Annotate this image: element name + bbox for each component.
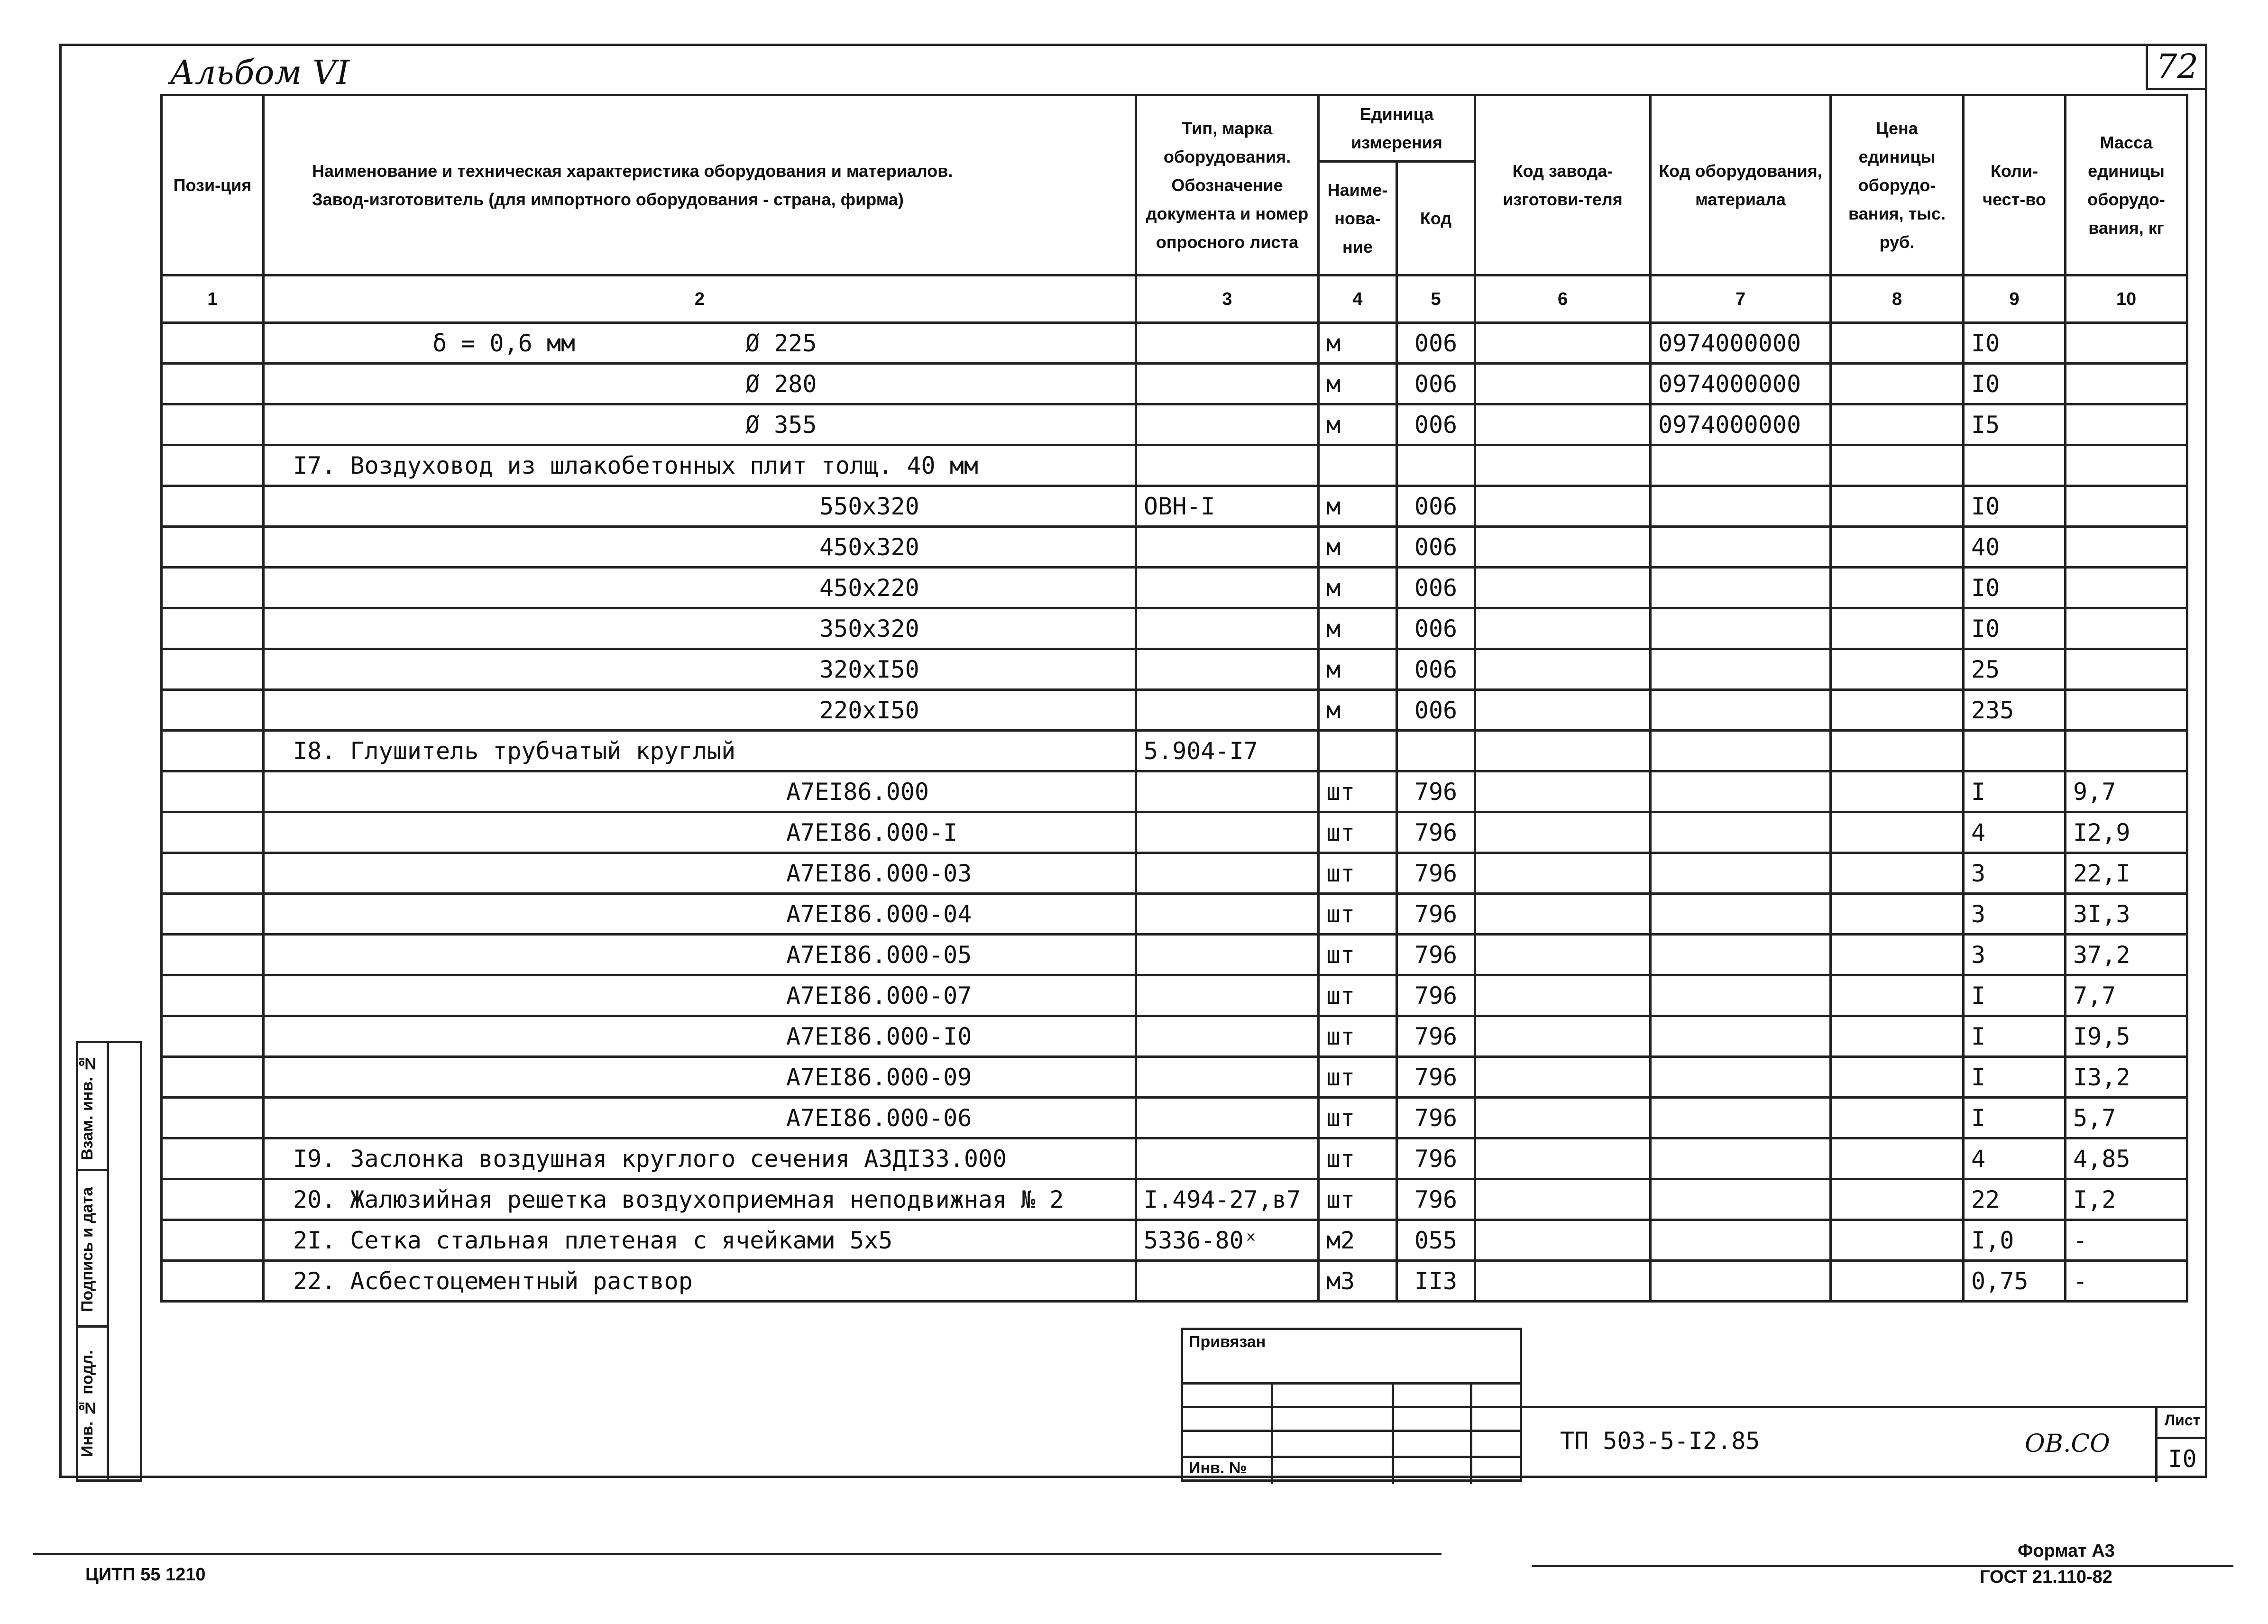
item-equipment-code: [1651, 1057, 1831, 1098]
item-mass: -: [2066, 1220, 2187, 1261]
item-equipment-code: 0974000000: [1651, 364, 1831, 404]
item-unit-code: 006: [1397, 404, 1475, 445]
item-unit: [1319, 731, 1397, 771]
item-unit-code: 796: [1397, 1179, 1475, 1220]
item-mass: [2066, 649, 2187, 690]
item-unit: шт: [1319, 975, 1397, 1016]
item-quantity: 3: [1964, 935, 2066, 975]
item-unit-code: 006: [1397, 649, 1475, 690]
item-unit: м: [1319, 690, 1397, 731]
column-number: 9: [1964, 275, 2066, 323]
item-unit-code: 055: [1397, 1220, 1475, 1261]
item-equipment-code: [1651, 975, 1831, 1016]
document-code: ОВ.СО: [2025, 1430, 2110, 1458]
table-row: [162, 771, 2187, 812]
item-name: [264, 323, 1136, 364]
item-mass: [2066, 445, 2187, 486]
item-mass: [2066, 731, 2187, 771]
column-number-row: [162, 275, 2187, 323]
item-quantity: 22: [1964, 1179, 2066, 1220]
item-type: 5.904-I7: [1136, 731, 1319, 771]
column-number: 4: [1319, 275, 1397, 323]
table-row: [162, 1057, 2187, 1098]
item-size: А7ЕI86.000-07: [264, 975, 1136, 1016]
column-number: 3: [1136, 275, 1319, 323]
sidebar-divider: [107, 1043, 109, 1479]
sidebar-podpis-label: Подпись и дата: [78, 1187, 96, 1312]
footer-print-code: ЦИТП 55 1210: [85, 1565, 206, 1585]
item-equipment-code: [1651, 1220, 1831, 1261]
stamp-line: [1183, 1382, 1520, 1385]
table-row: [162, 1138, 2187, 1179]
header-equipment-code: Код оборудования, материала: [1651, 95, 1831, 275]
header-price: Цена единицы оборудо-вания, тыс. руб.: [1831, 95, 1964, 275]
header-type: Тип, марка оборудования. Обозначение документа и номер опросного листа: [1136, 95, 1319, 275]
item-heading: 22. Асбестоцементный раствор: [264, 1261, 1136, 1302]
sheet-number: 72: [2146, 45, 2206, 90]
table-row: [162, 1016, 2187, 1057]
item-type: [1136, 935, 1319, 975]
item-size: А7ЕI86.000-03: [264, 853, 1136, 894]
column-number: 2: [264, 275, 1136, 323]
inv-no-label: Инв. №: [1189, 1459, 1247, 1477]
item-unit: шт: [1319, 894, 1397, 935]
sidebar-stamp: [76, 1041, 142, 1482]
footer-format: Формат А3: [2018, 1541, 2115, 1561]
item-name: [264, 404, 1136, 445]
item-type: [1136, 445, 1319, 486]
footer-gost: ГОСТ 21.110-82: [1980, 1567, 2112, 1587]
table-row: [162, 608, 2187, 649]
column-number: 6: [1475, 275, 1651, 323]
item-unit-code: 006: [1397, 323, 1475, 364]
item-type: [1136, 853, 1319, 894]
document-designation: ТП 503-5-I2.85: [1560, 1427, 1760, 1455]
list-box: [2155, 1406, 2207, 1482]
column-number: 1: [162, 275, 264, 323]
table-row: [162, 1098, 2187, 1138]
item-size: 350xЗ20: [264, 608, 1136, 649]
item-quantity: I0: [1964, 568, 2066, 608]
item-type: [1136, 364, 1319, 404]
item-quantity: 25: [1964, 649, 2066, 690]
table-row: [162, 364, 2187, 404]
title-block-line: [1522, 1406, 2207, 1408]
item-mass: 7,7: [2066, 975, 2187, 1016]
item-equipment-code: [1651, 1138, 1831, 1179]
item-size: 220xI50: [264, 690, 1136, 731]
table-row: [162, 690, 2187, 731]
item-heading: I7. Воздуховод из шлакобетонных плит толщ. 40 мм: [264, 445, 1136, 486]
item-equipment-code: [1651, 812, 1831, 853]
item-unit-code: 006: [1397, 486, 1475, 527]
item-unit: шт: [1319, 812, 1397, 853]
item-unit-code: 796: [1397, 853, 1475, 894]
table-row: [162, 894, 2187, 935]
item-size: З20xI50: [264, 649, 1136, 690]
item-unit-code: 796: [1397, 894, 1475, 935]
item-mass: 37,2: [2066, 935, 2187, 975]
item-unit-code: 006: [1397, 690, 1475, 731]
item-unit: м: [1319, 527, 1397, 568]
table-row: [162, 527, 2187, 568]
table-row: [162, 404, 2187, 445]
item-unit: м: [1319, 649, 1397, 690]
item-unit: шт: [1319, 771, 1397, 812]
item-quantity: 235: [1964, 690, 2066, 731]
table-row: [162, 445, 2187, 486]
header-unit-name: Наиме-нова-ние: [1319, 162, 1397, 275]
item-unit: м: [1319, 404, 1397, 445]
item-type: [1136, 568, 1319, 608]
item-size: 450xЗ20: [264, 527, 1136, 568]
item-mass: [2066, 568, 2187, 608]
item-quantity: I: [1964, 1057, 2066, 1098]
item-mass: 9,7: [2066, 771, 2187, 812]
item-quantity: I0: [1964, 486, 2066, 527]
item-quantity: I0: [1964, 323, 2066, 364]
item-type: [1136, 975, 1319, 1016]
item-equipment-code: [1651, 1261, 1831, 1302]
item-quantity: [1964, 445, 2066, 486]
item-equipment-code: [1651, 894, 1831, 935]
item-size: 450x220: [264, 568, 1136, 608]
item-equipment-code: [1651, 690, 1831, 731]
table-row: [162, 1179, 2187, 1220]
item-quantity: I,0: [1964, 1220, 2066, 1261]
item-quantity: I0: [1964, 608, 2066, 649]
item-diameter: Ø 225: [745, 329, 817, 357]
item-size: А7ЕI86.000-04: [264, 894, 1136, 935]
header-quantity: Коли-чест-во: [1964, 95, 2066, 275]
list-label: Лист: [2158, 1406, 2207, 1439]
item-mass: 22,I: [2066, 853, 2187, 894]
item-quantity: 40: [1964, 527, 2066, 568]
item-quantity: I: [1964, 975, 2066, 1016]
header-position: Пози-ция: [162, 95, 264, 275]
item-heading: I8. Глушитель трубчатый круглый: [264, 731, 1136, 771]
table-row: [162, 935, 2187, 975]
column-number: 7: [1651, 275, 1831, 323]
item-size: А7ЕI86.000-09: [264, 1057, 1136, 1098]
item-mass: 5,7: [2066, 1098, 2187, 1138]
item-type: [1136, 323, 1319, 364]
item-equipment-code: [1651, 731, 1831, 771]
item-type: [1136, 1261, 1319, 1302]
item-type: [1136, 608, 1319, 649]
item-type: [1136, 649, 1319, 690]
stamp-line: [1392, 1385, 1394, 1484]
specification-table: [160, 94, 2188, 1303]
table-row: [162, 853, 2187, 894]
item-mass: [2066, 486, 2187, 527]
table-row: [162, 975, 2187, 1016]
item-quantity: I0: [1964, 364, 2066, 404]
item-type: [1136, 527, 1319, 568]
item-size: А7ЕI86.000-I0: [264, 1016, 1136, 1057]
footer-line-right: [1532, 1565, 2233, 1567]
item-type: [1136, 1016, 1319, 1057]
item-mass: [2066, 323, 2187, 364]
item-unit: шт: [1319, 1057, 1397, 1098]
item-unit: шт: [1319, 853, 1397, 894]
item-unit-code: 006: [1397, 608, 1475, 649]
stamp-line: [1183, 1430, 1520, 1432]
header-unit-group: Единица измерения: [1319, 95, 1475, 162]
sidebar-vzam-label: Взам. инв. №: [78, 1054, 96, 1160]
item-unit-code: [1397, 731, 1475, 771]
item-equipment-code: [1651, 1098, 1831, 1138]
item-quantity: I5: [1964, 404, 2066, 445]
item-unit: м: [1319, 486, 1397, 527]
column-number: 5: [1397, 275, 1475, 323]
item-type: 5336-80ˣ: [1136, 1220, 1319, 1261]
header-row: [162, 95, 2187, 162]
header-mass: Масса единицы оборудо-вания, кг: [2066, 95, 2187, 275]
item-unit: м3: [1319, 1261, 1397, 1302]
item-quantity: 4: [1964, 1138, 2066, 1179]
item-mass: I9,5: [2066, 1016, 2187, 1057]
item-unit-code: 796: [1397, 975, 1475, 1016]
item-quantity: 3: [1964, 853, 2066, 894]
item-name: [264, 364, 1136, 404]
item-unit-code: 006: [1397, 568, 1475, 608]
binding-stamp: [1181, 1328, 1522, 1482]
item-unit-code: 796: [1397, 1057, 1475, 1098]
item-equipment-code: [1651, 445, 1831, 486]
item-equipment-code: [1651, 568, 1831, 608]
item-equipment-code: 0974000000: [1651, 323, 1831, 364]
item-unit: м2: [1319, 1220, 1397, 1261]
list-number: I0: [2168, 1445, 2197, 1473]
item-unit: шт: [1319, 935, 1397, 975]
sidebar-inv-label: Инв. № подл.: [78, 1350, 96, 1457]
item-type: [1136, 690, 1319, 731]
item-type: ОВН-I: [1136, 486, 1319, 527]
item-type: [1136, 812, 1319, 853]
item-type: [1136, 771, 1319, 812]
item-diameter: Ø 280: [745, 370, 817, 398]
item-equipment-code: 0974000000: [1651, 404, 1831, 445]
item-size: А7ЕI86.000-06: [264, 1098, 1136, 1138]
item-type: [1136, 1098, 1319, 1138]
item-quantity: 3: [1964, 894, 2066, 935]
item-mass: [2066, 404, 2187, 445]
item-equipment-code: [1651, 608, 1831, 649]
item-type: I.494-27,в7: [1136, 1179, 1319, 1220]
item-unit: шт: [1319, 1098, 1397, 1138]
item-quantity: I: [1964, 771, 2066, 812]
item-quantity: I: [1964, 1098, 2066, 1138]
item-equipment-code: [1651, 1179, 1831, 1220]
item-unit-code: 006: [1397, 364, 1475, 404]
item-mass: I,2: [2066, 1179, 2187, 1220]
header-name-line1: Наименование и техническая характеристика оборудования и материалов.: [312, 161, 953, 181]
item-quantity: 0,75: [1964, 1261, 2066, 1302]
item-unit-code: 796: [1397, 1138, 1475, 1179]
item-equipment-code: [1651, 649, 1831, 690]
header-name-line2: Завод-изготовитель (для импортного оборудования - страна, фирма): [312, 189, 904, 209]
stamp-line: [1183, 1456, 1520, 1458]
item-unit-code: [1397, 445, 1475, 486]
footer-line-left: [33, 1553, 1442, 1555]
table-row: [162, 731, 2187, 771]
item-size: А7ЕI86.000-I: [264, 812, 1136, 853]
stamp-line: [1183, 1406, 1520, 1408]
item-size: А7ЕI86.000: [264, 771, 1136, 812]
item-mass: 4,85: [2066, 1138, 2187, 1179]
column-number: 10: [2066, 275, 2187, 323]
item-equipment-code: [1651, 853, 1831, 894]
item-type: [1136, 1057, 1319, 1098]
item-size: 550xЗ20: [264, 486, 1136, 527]
header-factory-code: Код завода-изготови-теля: [1475, 95, 1651, 275]
table-row: [162, 812, 2187, 853]
table-row: [162, 568, 2187, 608]
item-thickness: δ = 0,6 мм: [432, 329, 576, 357]
item-unit: м: [1319, 323, 1397, 364]
stamp-line: [1271, 1385, 1273, 1484]
item-equipment-code: [1651, 771, 1831, 812]
item-mass: I2,9: [2066, 812, 2187, 853]
item-unit: м: [1319, 608, 1397, 649]
table-row: [162, 649, 2187, 690]
item-quantity: I: [1964, 1016, 2066, 1057]
item-unit-code: 796: [1397, 1098, 1475, 1138]
item-unit-code: 796: [1397, 935, 1475, 975]
item-unit: шт: [1319, 1138, 1397, 1179]
table-row: [162, 323, 2187, 364]
item-mass: [2066, 608, 2187, 649]
item-equipment-code: [1651, 486, 1831, 527]
item-unit-code: 796: [1397, 812, 1475, 853]
header-unit-code: Код: [1397, 162, 1475, 275]
item-unit: м: [1319, 364, 1397, 404]
item-unit: [1319, 445, 1397, 486]
item-mass: 3I,3: [2066, 894, 2187, 935]
item-heading: I9. Заслонка воздушная круглого сечения АЗДI33.000: [264, 1138, 1136, 1179]
stamp-line: [1470, 1385, 1472, 1484]
item-type: [1136, 1138, 1319, 1179]
item-diameter: Ø 355: [745, 411, 817, 439]
item-unit-code: 796: [1397, 1016, 1475, 1057]
binding-label: Привязан: [1189, 1333, 1266, 1351]
item-unit-code: 006: [1397, 527, 1475, 568]
album-title: Альбом VI: [170, 53, 350, 92]
item-quantity: 4: [1964, 812, 2066, 853]
column-number: 8: [1831, 275, 1964, 323]
item-mass: -: [2066, 1261, 2187, 1302]
item-mass: [2066, 690, 2187, 731]
item-type: [1136, 404, 1319, 445]
item-heading: 2I. Сетка стальная плетеная с ячейками 5x5: [264, 1220, 1136, 1261]
item-unit-code: II3: [1397, 1261, 1475, 1302]
item-mass: [2066, 527, 2187, 568]
item-mass: [2066, 364, 2187, 404]
spec-body: [162, 323, 2187, 1302]
table-row: [162, 486, 2187, 527]
item-type: [1136, 894, 1319, 935]
item-unit: шт: [1319, 1179, 1397, 1220]
title-block: [1522, 1406, 2207, 1482]
header-name: [264, 95, 1136, 275]
item-heading: 20. Жалюзийная решетка воздухоприемная неподвижная № 2: [264, 1179, 1136, 1220]
table-row: [162, 1220, 2187, 1261]
item-unit: шт: [1319, 1016, 1397, 1057]
item-unit: м: [1319, 568, 1397, 608]
item-size: А7ЕI86.000-05: [264, 935, 1136, 975]
item-unit-code: 796: [1397, 771, 1475, 812]
item-equipment-code: [1651, 935, 1831, 975]
table-row: [162, 1261, 2187, 1302]
item-equipment-code: [1651, 1016, 1831, 1057]
item-equipment-code: [1651, 527, 1831, 568]
item-mass: I3,2: [2066, 1057, 2187, 1098]
item-quantity: [1964, 731, 2066, 771]
